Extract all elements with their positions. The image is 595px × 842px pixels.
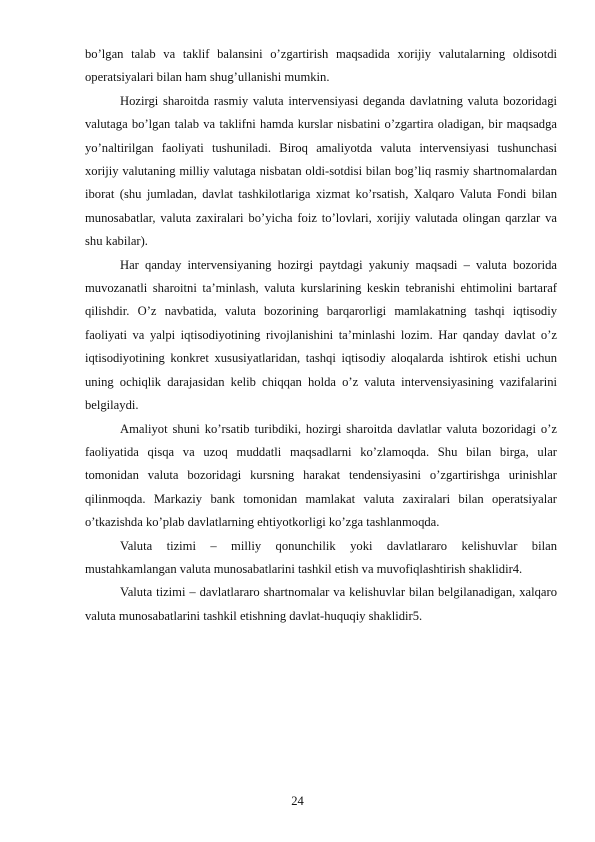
- paragraph-currency-system-definition-2: Valuta tizimi – davlatlararo shartnomalar va kelishuvlar bilan belgilanadigan, xalqaro valuta munosabatlarini tashkil etishning davlat-huquqiy shaklidir5.: [85, 585, 557, 623]
- paragraph-currency-system-definition-1: Valuta tizimi – milliy qonunchilik yoki davlatlararo kelishuvlar bilan mustahkamlangan valuta munosabatlarini tashkil etish va muvofiqlashtirish shaklidir4.: [85, 538, 557, 576]
- page-number: 24: [291, 794, 304, 808]
- document-body: [85, 43, 557, 628]
- paragraph-intervention-goal: Har qanday intervensiyaning hozirgi paytdagi yakuniy maqsadi – valuta bozorida muvozanatli sharoitni ta’minlash, valuta kurslarining keskin tebranishi ehtimolini bartaraf qilishdir. O’z navbatida, valuta bozorining barqarorligi mamlakatning tashqi iqtisodiy faoliyati va yalpi iqtisodiyotining rivojlanishini ta’minlashi lozim. Har qanday davlat o’z iqtisodiyotining konkret xususiyatlaridan, tashqi iqtisodiy aloqalarda ishtirok etishi uchun uning ochiqlik darajasidan kelib chiqqan holda o’z valuta intervensiyasining vazifalarini belgilaydi.: [85, 257, 557, 413]
- paragraph-practice: Amaliyot shuni ko’rsatib turibdiki, hozirgi sharoitda davlatlar valuta bozoridagi o’z faoliyatida qisqa va uzoq muddatli maqsadlarni ko’zlamoqda. Shu bilan birga, ular tomonidan valuta bozoridagi kursning harakat tendensiyasini o’zgartirishga urinishlar qilinmoqda. Markaziy bank tomonidan mamlakat valuta zaxiralari bilan operatsiyalar o’tkazishda ko’plab davlatlarning ehtiyotkorligi ko’zga tashlanmoqda.: [85, 421, 557, 530]
- paragraph-intervention-definition: Hozirgi sharoitda rasmiy valuta intervensiyasi deganda davlatning valuta bozoridagi valutaga bo’lgan talab va taklifni hamda kurslar nisbatini o’zgartira oladigan, bir maqsadga yo’naltirilgan faoliyati tushuniladi. Biroq amaliyotda valuta intervensiyasi tushunchasi xorijiy valutaning milliy valutaga nisbatan oldi-sotdisi bilan bog’liq rasmiy shartnomalardan iborat (shu jumladan, davlat tashkilotlariga xizmat ko’rsatish, Xalqaro Valuta Fondi bilan munosabatlar, valuta zaxiralari bo’yicha foiz to’lovlari, xorijiy valutada olingan qarzlar va shu kabilar).: [85, 93, 557, 249]
- paragraph-continuation: bo’lgan talab va taklif balansini o’zgartirish maqsadida xorijiy valutalarning oldisotdi operatsiyalari bilan ham shug’ullanishi mumkin.: [85, 47, 557, 85]
